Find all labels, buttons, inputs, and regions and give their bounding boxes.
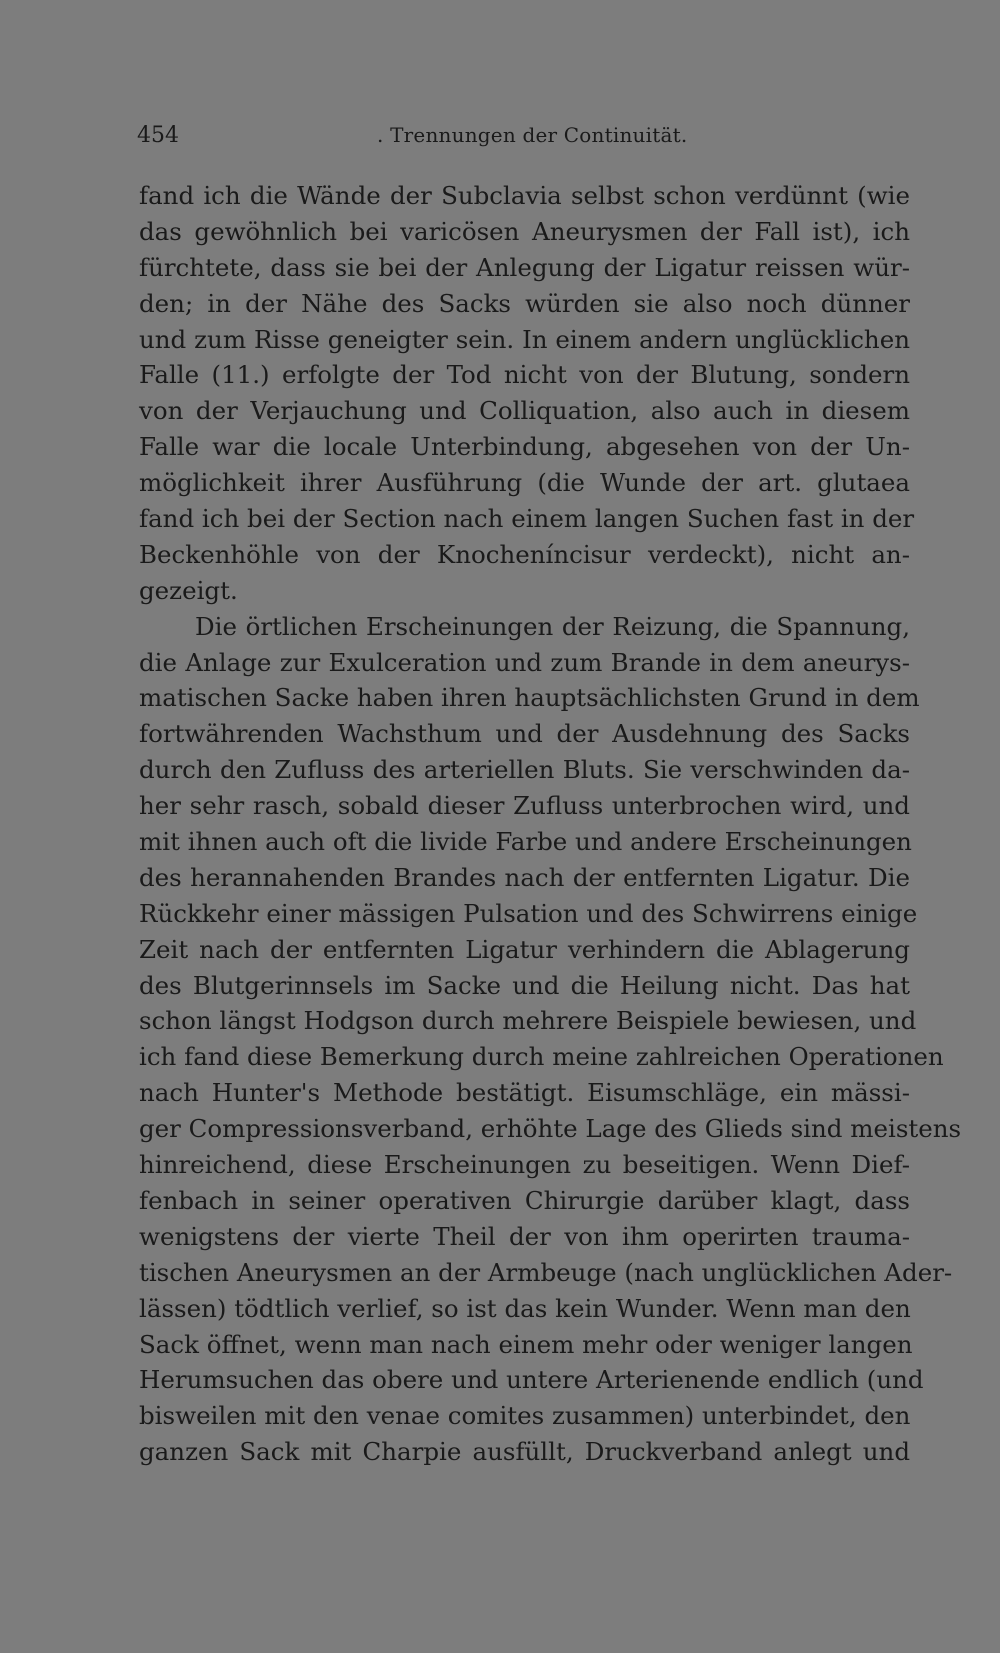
text-line: und zum Risse geneigter sein. In einem andern unglücklichen [139,324,910,354]
text-line: Rückkehr einer mässigen Pulsation und des Schwirrens einige [139,898,918,928]
text-line: durch den Zufluss des arteriellen Bluts. Sie verschwinden da- [139,755,910,785]
text-line: her sehr rasch, sobald dieser Zufluss unterbrochen wird, und [139,791,910,821]
page-header [137,123,910,155]
text-line: matischen Sacke haben ihren hauptsächlichsten Grund in dem [139,683,920,713]
text-line: Sack öffnet, wenn man nach einem mehr oder weniger langen [139,1329,913,1359]
text-line: fand ich die Wände der Subclavia selbst schon verdünnt (wie [139,181,910,210]
text-line: wenigstens der vierte Theil der von ihm operirten trauma- [139,1221,910,1251]
text-line: fürchtete, dass sie bei der Anlegung der Ligatur reissen wür- [139,252,910,282]
text-line: ganzen Sack mit Charpie ausfüllt, Druckverband anlegt und [139,1437,910,1467]
text-line: möglichkeit ihrer Ausführung (die Wunde der art. glutaea [139,468,910,498]
text-line: mit ihnen auch oft die livide Farbe und andere Erscheinungen [139,827,912,857]
text-line: fenbach in seiner operativen Chirurgie darüber klagt, dass [139,1185,910,1215]
text-line: von der Verjauchung und Colliquation, also auch in diesem [139,396,910,426]
paragraph-start-line: Die örtlichen Erscheinungen der Reizung, die Spannung, [195,611,910,641]
text-line: die Anlage zur Exulceration und zum Brande in dem aneurys- [139,647,910,677]
text-line: fand ich bei der Section nach einem langen Suchen fast in der [139,504,915,534]
text-line: den; in der Nähe des Sacks würden sie also noch dünner [139,288,910,318]
text-line: Herumsuchen das obere und untere Arterienende endlich (und [139,1365,924,1395]
text-line: ger Compressionsverband, erhöhte Lage des Glieds sind meistens [139,1114,962,1144]
running-head: . Trennungen der Continuität. [377,123,688,147]
text-line: hinreichend, diese Erscheinungen zu beseitigen. Wenn Dief- [139,1150,910,1180]
text-line: nach Hunter's Methode bestätigt. Eisumschläge, ein mässi- [139,1078,910,1108]
text-line: fortwährenden Wachsthum und der Ausdehnung des Sacks [139,719,910,749]
body-text [139,178,962,1470]
text-line: Zeit nach der entfernten Ligatur verhindern die Ablagerung [139,934,910,964]
text-line: tischen Aneurysmen an der Armbeuge (nach unglücklichen Ader- [139,1257,953,1287]
text-line: bisweilen mit den venae comites zusammen) unterbindet, den [139,1401,911,1431]
text-line: das gewöhnlich bei varicösen Aneurysmen der Fall ist), ich [139,216,910,246]
paragraph-end-line: gezeigt. [139,575,238,605]
text-line: des herannahenden Brandes nach der entfernten Ligatur. Die [139,862,910,892]
text-line: ich fand diese Bemerkung durch meine zahlreichen Operationen [139,1042,944,1072]
text-line: Beckenhöhle von der Knocheníncisur verdeckt), nicht an- [139,539,910,569]
text-line: schon längst Hodgson durch mehrere Beispiele bewiesen, und [139,1006,917,1036]
page-number: 454 [137,123,179,148]
text-line: Falle (11.) erfolgte der Tod nicht von der Blutung, sondern [139,360,910,390]
text-line: Falle war die locale Unterbindung, abgesehen von der Un- [139,432,910,462]
text-line: des Blutgerinnsels im Sacke und die Heilung nicht. Das hat [139,970,910,1000]
text-line: lässen) tödtlich verlief, so ist das kein Wunder. Wenn man den [139,1293,911,1323]
